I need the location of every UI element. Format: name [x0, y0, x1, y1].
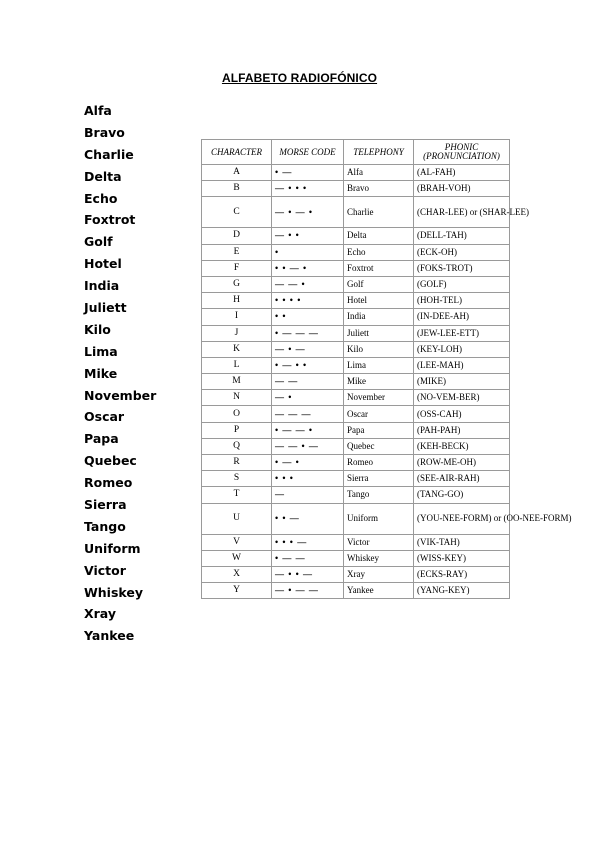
- cell-character: B: [202, 181, 272, 197]
- cell-character: E: [202, 244, 272, 260]
- page-title: ALFABETO RADIOFÓNICO: [221, 71, 378, 85]
- list-item: Romeo: [84, 475, 133, 491]
- cell-character: A: [202, 165, 272, 181]
- cell-telephony: Bravo: [344, 181, 414, 197]
- cell-character: W: [202, 550, 272, 566]
- cell-telephony: Hotel: [344, 293, 414, 309]
- cell-character: X: [202, 566, 272, 582]
- cell-telephony: Juliett: [344, 325, 414, 341]
- cell-character: V: [202, 534, 272, 550]
- cell-telephony: Kilo: [344, 341, 414, 357]
- cell-telephony: Foxtrot: [344, 260, 414, 276]
- cell-phonic: (DELL-TAH): [414, 228, 510, 244]
- cell-character: O: [202, 406, 272, 422]
- header-character: CHARACTER: [202, 140, 272, 165]
- list-item: Lima: [84, 343, 118, 359]
- cell-telephony: Oscar: [344, 406, 414, 422]
- header-phonic: PHONIC (PRONUNCIATION): [414, 140, 510, 165]
- cell-telephony: November: [344, 390, 414, 406]
- cell-morse-code: — • • •: [272, 181, 344, 197]
- cell-morse-code: — • — —: [272, 583, 344, 599]
- cell-character: G: [202, 276, 272, 292]
- cell-phonic: (OSS-CAH): [414, 406, 510, 422]
- table-row: [202, 228, 510, 244]
- cell-phonic: (YOU-NEE-FORM) or (OO-NEE-FORM): [414, 503, 510, 534]
- list-item: November: [84, 387, 157, 403]
- cell-character: J: [202, 325, 272, 341]
- cell-character: C: [202, 197, 272, 228]
- cell-morse-code: • — • •: [272, 357, 344, 373]
- cell-telephony: Mike: [344, 374, 414, 390]
- cell-telephony: Romeo: [344, 455, 414, 471]
- cell-telephony: Papa: [344, 422, 414, 438]
- cell-morse-code: — • • —: [272, 566, 344, 582]
- list-item: Uniform: [84, 540, 141, 556]
- cell-character: Y: [202, 583, 272, 599]
- cell-character: R: [202, 455, 272, 471]
- cell-phonic: (WISS-KEY): [414, 550, 510, 566]
- cell-character: K: [202, 341, 272, 357]
- table-row: [202, 487, 510, 503]
- list-item: Whiskey: [84, 584, 144, 600]
- cell-phonic: (FOKS-TROT): [414, 260, 510, 276]
- alphabet-name-list: [84, 100, 156, 647]
- list-item: Victor: [84, 562, 126, 578]
- list-item: India: [84, 278, 120, 294]
- cell-phonic: (LEE-MAH): [414, 357, 510, 373]
- cell-character: D: [202, 228, 272, 244]
- table-row: [202, 260, 510, 276]
- list-item: Tango: [84, 518, 126, 534]
- table-row: [202, 309, 510, 325]
- table-row: [202, 471, 510, 487]
- cell-morse-code: • — •: [272, 455, 344, 471]
- cell-character: I: [202, 309, 272, 325]
- cell-morse-code: • —: [272, 165, 344, 181]
- table-row: [202, 583, 510, 599]
- cell-morse-code: — • —: [272, 341, 344, 357]
- table-row: [202, 503, 510, 534]
- list-item: Kilo: [84, 321, 111, 337]
- header-telephony: TELEPHONY: [344, 140, 414, 165]
- cell-telephony: Uniform: [344, 503, 414, 534]
- cell-phonic: (CHAR-LEE) or (SHAR-LEE): [414, 197, 510, 228]
- table-row: [202, 550, 510, 566]
- cell-phonic: (PAH-PAH): [414, 422, 510, 438]
- cell-character: P: [202, 422, 272, 438]
- cell-phonic: (SEE-AIR-RAH): [414, 471, 510, 487]
- list-item: Oscar: [84, 409, 125, 425]
- cell-morse-code: — — •: [272, 276, 344, 292]
- cell-telephony: Xray: [344, 566, 414, 582]
- cell-telephony: India: [344, 309, 414, 325]
- cell-phonic: (AL-FAH): [414, 165, 510, 181]
- list-item: Juliett: [84, 300, 127, 316]
- cell-telephony: Lima: [344, 357, 414, 373]
- cell-morse-code: — • — •: [272, 197, 344, 228]
- cell-phonic: (YANG-KEY): [414, 583, 510, 599]
- table-row: [202, 293, 510, 309]
- cell-morse-code: • • —: [272, 503, 344, 534]
- cell-morse-code: • • — •: [272, 260, 344, 276]
- cell-telephony: Yankee: [344, 583, 414, 599]
- cell-morse-code: — •: [272, 390, 344, 406]
- cell-morse-code: — — • —: [272, 438, 344, 454]
- list-item: Hotel: [84, 256, 122, 272]
- cell-character: M: [202, 374, 272, 390]
- cell-phonic: (IN-DEE-AH): [414, 309, 510, 325]
- cell-telephony: Alfa: [344, 165, 414, 181]
- cell-morse-code: —: [272, 487, 344, 503]
- cell-phonic: (KEH-BECK): [414, 438, 510, 454]
- cell-phonic: (VIK-TAH): [414, 534, 510, 550]
- list-item: Xray: [84, 606, 117, 622]
- table-row: [202, 165, 510, 181]
- list-item: Quebec: [84, 453, 137, 469]
- cell-morse-code: — — —: [272, 406, 344, 422]
- table-header-row: [202, 140, 510, 165]
- cell-character: S: [202, 471, 272, 487]
- header-morse-code: MORSE CODE: [272, 140, 344, 165]
- cell-telephony: Quebec: [344, 438, 414, 454]
- table-row: [202, 276, 510, 292]
- phonetic-alphabet-table: [201, 139, 572, 599]
- cell-morse-code: • •: [272, 309, 344, 325]
- table-row: [202, 374, 510, 390]
- cell-morse-code: • — — —: [272, 325, 344, 341]
- list-item: Echo: [84, 190, 118, 206]
- table-row: [202, 181, 510, 197]
- table-row: [202, 325, 510, 341]
- cell-telephony: Victor: [344, 534, 414, 550]
- cell-telephony: Charlie: [344, 197, 414, 228]
- cell-character: L: [202, 357, 272, 373]
- cell-character: T: [202, 487, 272, 503]
- table-row: [202, 455, 510, 471]
- table-row: [202, 341, 510, 357]
- list-item: Papa: [84, 431, 119, 447]
- cell-phonic: (MIKE): [414, 374, 510, 390]
- list-item: Charlie: [84, 146, 134, 162]
- cell-telephony: Echo: [344, 244, 414, 260]
- cell-phonic: (TANG-GO): [414, 487, 510, 503]
- cell-character: N: [202, 390, 272, 406]
- list-item: Golf: [84, 234, 113, 250]
- table-row: [202, 406, 510, 422]
- list-item: Foxtrot: [84, 212, 136, 228]
- cell-phonic: (KEY-LOH): [414, 341, 510, 357]
- table-row: [202, 357, 510, 373]
- list-item: Mike: [84, 365, 118, 381]
- table-row: [202, 197, 510, 228]
- table-row: [202, 566, 510, 582]
- cell-morse-code: — —: [272, 374, 344, 390]
- list-item: Bravo: [84, 124, 125, 140]
- list-item: Delta: [84, 168, 122, 184]
- cell-phonic: (JEW-LEE-ETT): [414, 325, 510, 341]
- cell-morse-code: • — — •: [272, 422, 344, 438]
- cell-telephony: Sierra: [344, 471, 414, 487]
- cell-telephony: Golf: [344, 276, 414, 292]
- cell-character: U: [202, 503, 272, 534]
- table-row: [202, 244, 510, 260]
- cell-character: Q: [202, 438, 272, 454]
- list-item: Alfa: [84, 103, 112, 118]
- cell-phonic: (ECKS-RAY): [414, 566, 510, 582]
- cell-morse-code: — • •: [272, 228, 344, 244]
- cell-morse-code: • • • •: [272, 293, 344, 309]
- cell-morse-code: • — —: [272, 550, 344, 566]
- cell-telephony: Delta: [344, 228, 414, 244]
- table-row: [202, 438, 510, 454]
- cell-character: F: [202, 260, 272, 276]
- cell-morse-code: •: [272, 244, 344, 260]
- table-row: [202, 422, 510, 438]
- cell-telephony: Whiskey: [344, 550, 414, 566]
- cell-phonic: (BRAH-VOH): [414, 181, 510, 197]
- cell-phonic: (ROW-ME-OH): [414, 455, 510, 471]
- cell-phonic: (NO-VEM-BER): [414, 390, 510, 406]
- cell-phonic: (ECK-OH): [414, 244, 510, 260]
- cell-character: H: [202, 293, 272, 309]
- list-item: Sierra: [84, 497, 127, 513]
- cell-phonic: (GOLF): [414, 276, 510, 292]
- table-row: [202, 390, 510, 406]
- list-item: Yankee: [84, 628, 135, 644]
- cell-telephony: Tango: [344, 487, 414, 503]
- table-row: [202, 534, 510, 550]
- cell-morse-code: • • •: [272, 471, 344, 487]
- cell-morse-code: • • • —: [272, 534, 344, 550]
- cell-phonic: (HOH-TEL): [414, 293, 510, 309]
